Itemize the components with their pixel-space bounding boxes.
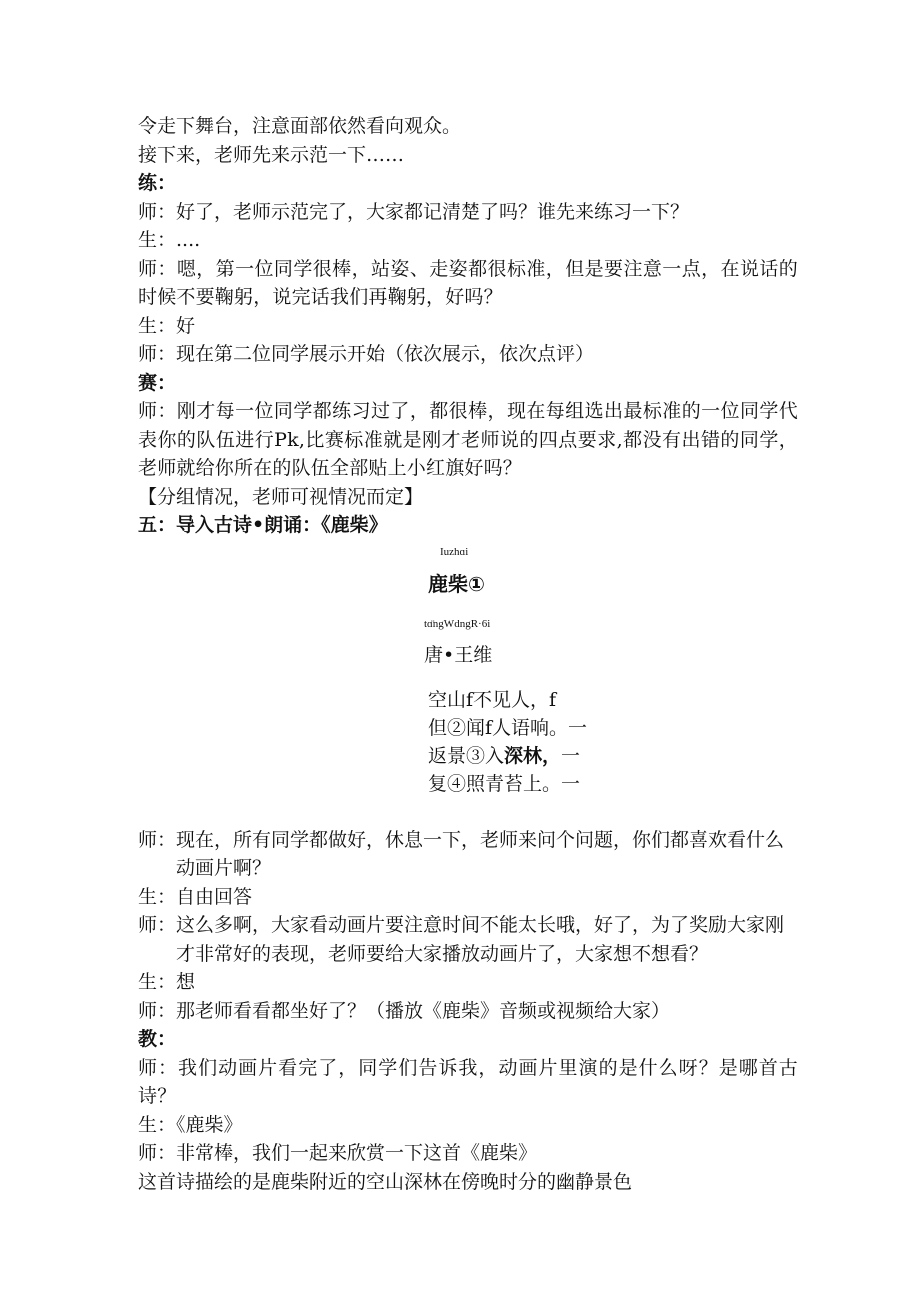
dialog-line: 师：嗯，第一位同学很棒，站姿、走姿都很标准，但是要注意一点，在说话的时候不要鞠躬，说完话我们再鞠躬，好吗？ — [138, 257, 798, 308]
document-page — [138, 112, 798, 1196]
dialog-line: 生：想 — [138, 971, 196, 993]
dialog-line: 生：自由回答 — [138, 885, 253, 908]
dialog-line: 生：.... — [138, 229, 201, 251]
dialog-line: 师：好了，老师示范完了，大家都记清楚了吗？谁先来练习一下？ — [138, 200, 690, 223]
title-pinyin: Iuzhɑi — [440, 545, 469, 558]
poem-title: 鹿柴① — [428, 571, 485, 596]
poem-verse: 返景③入深林，一 — [428, 744, 581, 767]
paragraph: 令走下舞台，注意面部依然看向观众。 — [138, 115, 462, 137]
poem-verses — [428, 686, 587, 798]
dialog-line: 生：《鹿柴》 — [138, 1113, 243, 1136]
section-heading-teach: 教： — [138, 1028, 177, 1050]
dialog-line: 师：我们动画片看完了，同学们告诉我，动画片里演的是什么呀？是哪首古诗？ — [138, 1056, 798, 1107]
blank-line — [138, 798, 798, 826]
author-pinyin: tɑ̈ngWdngR·6i — [424, 617, 491, 630]
poem-block — [138, 540, 798, 798]
note-line: 【分组情况，老师可视情况而定】 — [138, 485, 424, 508]
dialog-line: 师：刚才每一位同学都练习过了，都很棒，现在每组选出最标准的一位同学代表你的队伍进行Pk,比赛标准就是刚才老师说的四点要求,都没有出错的同学，老师就给你所在的队伍全部贴上小红旗好吗？ — [138, 400, 798, 479]
dialog-line: 生：好 — [138, 314, 196, 337]
poem-verse: 但②闻f人语响。一 — [428, 716, 588, 739]
dialog-line: 师：那老师看看都坐好了？（播放《鹿柴》音频或视频给大家） — [138, 999, 671, 1022]
paragraph: 这首诗描绘的是鹿柴附近的空山深林在傍晚时分的幽静景色 — [138, 1170, 633, 1193]
section-heading-practice: 练： — [138, 172, 177, 194]
poem-author: 唐•王维 — [424, 643, 493, 666]
poem-verse: 空山f不见人，f — [428, 688, 557, 711]
dialog-line: 师：这么多啊，大家看动画片要注意时间不能太长哦，好了，为了奖励大家刚才非常好的表现，老师要给大家播放动画片了，大家想不想看？ — [138, 914, 785, 965]
section-heading-contest: 赛： — [138, 371, 177, 394]
dialog-line: 师：非常棒，我们一起来欣赏一下这首《鹿柴》 — [138, 1142, 538, 1164]
dialog-line: 师：现在第二位同学展示开始（依次展示，依次点评） — [138, 343, 595, 365]
section-heading-five: 五：导入古诗•朗诵：《鹿柴》 — [138, 514, 388, 536]
poem-verse: 复④照青苔上。一 — [428, 772, 581, 795]
dialog-line: 师：现在，所有同学都做好，休息一下，老师来问个问题，你们都喜欢看什么动画片啊？ — [138, 828, 785, 879]
paragraph: 接下来，老师先来示范一下…… — [138, 143, 405, 166]
